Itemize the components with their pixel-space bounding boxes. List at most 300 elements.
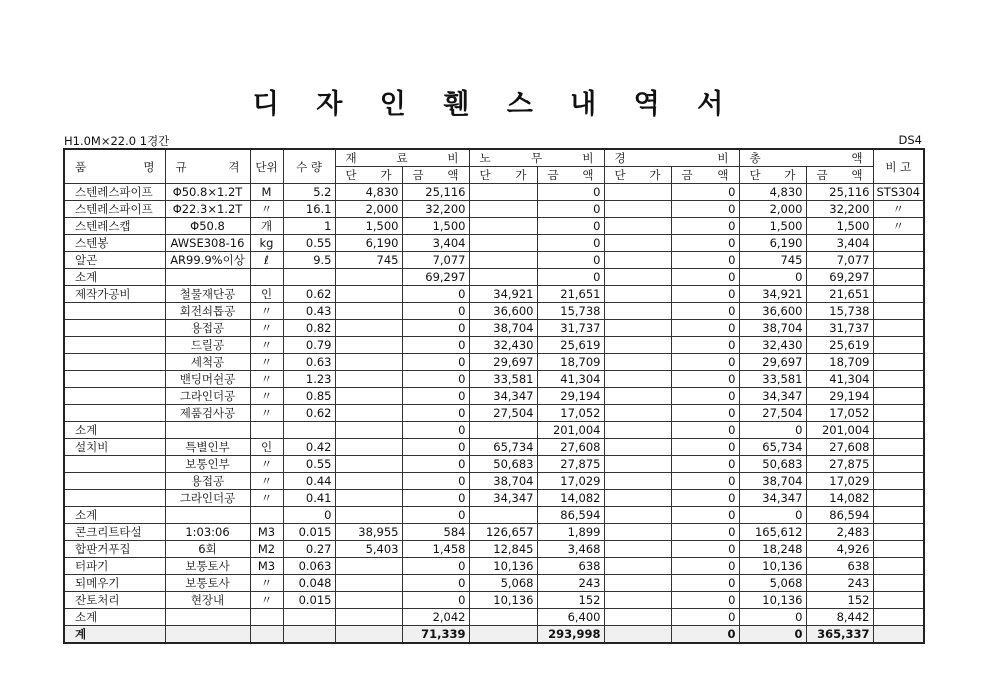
- cell-labor-unit-price: 126,657: [469, 524, 537, 541]
- cell-spec: 그라인더공: [165, 490, 250, 507]
- cell-remark: [873, 626, 924, 644]
- table-row: [64, 235, 924, 252]
- cell-quantity: [283, 626, 335, 644]
- table-row: [64, 592, 924, 609]
- cell-total-unit-price: 4,830: [739, 184, 806, 201]
- cell-expense-amount: 0: [671, 626, 739, 644]
- cell-total-unit-price: 27,504: [739, 405, 806, 422]
- cell-total-amount: 41,304: [806, 371, 873, 388]
- cell-item-name: [64, 405, 165, 422]
- document-title: 디 자 인 휀 스 내 역 서: [252, 89, 738, 120]
- cell-quantity: 0.79: [283, 337, 335, 354]
- cell-total-amount: 4,926: [806, 541, 873, 558]
- cell-total-unit-price: 0: [739, 422, 806, 439]
- cell-total-amount: 32,200: [806, 201, 873, 218]
- cell-item-name: 되메우기: [64, 575, 165, 592]
- cell-labor-unit-price: 34,921: [469, 286, 537, 303]
- cell-remark: [873, 269, 924, 286]
- cell-total-unit-price: 2,000: [739, 201, 806, 218]
- cell-remark: [873, 609, 924, 626]
- table-row: [64, 541, 924, 558]
- cell-expense-amount: 0: [671, 201, 739, 218]
- cell-material-unit-price: 4,830: [335, 184, 402, 201]
- cell-expense-amount: 0: [671, 303, 739, 320]
- cell-material-unit-price: [335, 609, 402, 626]
- cell-remark: [873, 439, 924, 456]
- cell-item-name: [64, 303, 165, 320]
- header-unit-price: 단 가: [604, 167, 671, 184]
- cell-material-unit-price: [335, 388, 402, 405]
- cell-labor-amount: 293,998: [537, 626, 604, 644]
- cell-quantity: 0.063: [283, 558, 335, 575]
- cell-quantity: 9.5: [283, 252, 335, 269]
- cell-expense-amount: 0: [671, 218, 739, 235]
- cell-labor-amount: 15,738: [537, 303, 604, 320]
- cell-item-name: 소계: [64, 507, 165, 524]
- cell-expense-unit-price: [604, 320, 671, 337]
- header-amount: 금 액: [402, 167, 469, 184]
- cell-remark: [873, 371, 924, 388]
- cell-material-amount: 584: [402, 524, 469, 541]
- cell-material-unit-price: [335, 337, 402, 354]
- cell-spec: 보통토사: [165, 558, 250, 575]
- cell-total-unit-price: 38,704: [739, 473, 806, 490]
- cell-expense-amount: 0: [671, 184, 739, 201]
- cell-material-unit-price: [335, 303, 402, 320]
- cell-unit: 개: [250, 218, 283, 235]
- cell-unit: M: [250, 184, 283, 201]
- cell-material-amount: 0: [402, 507, 469, 524]
- cell-item-name: 계: [64, 626, 165, 644]
- cell-material-amount: 0: [402, 592, 469, 609]
- cell-material-amount: 0: [402, 490, 469, 507]
- cell-labor-unit-price: [469, 626, 537, 644]
- cell-labor-amount: 29,194: [537, 388, 604, 405]
- table-row: [64, 320, 924, 337]
- cell-total-unit-price: 0: [739, 507, 806, 524]
- cell-remark: [873, 303, 924, 320]
- cell-labor-unit-price: [469, 609, 537, 626]
- cell-remark: [873, 405, 924, 422]
- cell-labor-unit-price: 34,347: [469, 388, 537, 405]
- cell-remark: [873, 388, 924, 405]
- cell-quantity: 0.44: [283, 473, 335, 490]
- cell-expense-amount: 0: [671, 286, 739, 303]
- cell-unit: M2: [250, 541, 283, 558]
- table-row: [64, 252, 924, 269]
- header-total: 총 액: [739, 149, 873, 167]
- table-row: [64, 507, 924, 524]
- cell-total-amount: 243: [806, 575, 873, 592]
- cell-item-name: 잔토처리: [64, 592, 165, 609]
- cell-quantity: 5.2: [283, 184, 335, 201]
- cell-total-unit-price: 33,581: [739, 371, 806, 388]
- spec-caption: H1.0M×22.0 1경간: [64, 134, 170, 148]
- cell-expense-unit-price: [604, 371, 671, 388]
- cell-remark: [873, 524, 924, 541]
- header-spec: 규 격: [165, 149, 250, 184]
- cell-unit: M3: [250, 558, 283, 575]
- cell-spec: AR99.9%이상: [165, 252, 250, 269]
- cell-expense-amount: 0: [671, 558, 739, 575]
- cell-labor-unit-price: [469, 184, 537, 201]
- cell-labor-unit-price: [469, 507, 537, 524]
- cell-expense-unit-price: [604, 201, 671, 218]
- cell-total-unit-price: 165,612: [739, 524, 806, 541]
- cell-total-unit-price: 745: [739, 252, 806, 269]
- cell-material-amount: 0: [402, 558, 469, 575]
- cell-labor-amount: 25,619: [537, 337, 604, 354]
- cell-item-name: [64, 354, 165, 371]
- cell-expense-amount: 0: [671, 371, 739, 388]
- cell-labor-amount: 21,651: [537, 286, 604, 303]
- cell-material-amount: 71,339: [402, 626, 469, 644]
- cell-labor-unit-price: 32,430: [469, 337, 537, 354]
- cell-expense-amount: 0: [671, 609, 739, 626]
- cell-spec: Φ50.8×1.2T: [165, 184, 250, 201]
- cell-total-unit-price: 1,500: [739, 218, 806, 235]
- cell-spec: 보통인부: [165, 456, 250, 473]
- cell-material-unit-price: [335, 439, 402, 456]
- table-row: [64, 303, 924, 320]
- cell-total-amount: 201,004: [806, 422, 873, 439]
- cell-item-name: [64, 473, 165, 490]
- cell-total-amount: 8,442: [806, 609, 873, 626]
- cell-expense-amount: 0: [671, 524, 739, 541]
- cell-spec: 용접공: [165, 320, 250, 337]
- table-row: [64, 473, 924, 490]
- cell-remark: [873, 286, 924, 303]
- table-row: [64, 184, 924, 201]
- cell-labor-unit-price: [469, 201, 537, 218]
- cell-unit: 〃: [250, 575, 283, 592]
- cell-quantity: 0: [283, 507, 335, 524]
- cell-material-amount: 0: [402, 371, 469, 388]
- cell-expense-amount: 0: [671, 388, 739, 405]
- cell-total-amount: 25,619: [806, 337, 873, 354]
- cell-remark: [873, 337, 924, 354]
- cell-material-amount: 0: [402, 456, 469, 473]
- cell-remark: [873, 575, 924, 592]
- cell-unit: 〃: [250, 201, 283, 218]
- cell-quantity: 0.85: [283, 388, 335, 405]
- cell-quantity: 0.55: [283, 235, 335, 252]
- cell-labor-amount: 6,400: [537, 609, 604, 626]
- cell-quantity: 1: [283, 218, 335, 235]
- cell-remark: [873, 541, 924, 558]
- cell-quantity: 0.41: [283, 490, 335, 507]
- cell-expense-amount: 0: [671, 354, 739, 371]
- cell-labor-amount: 0: [537, 201, 604, 218]
- cell-labor-amount: 14,082: [537, 490, 604, 507]
- cell-labor-unit-price: 38,704: [469, 473, 537, 490]
- cell-labor-amount: 201,004: [537, 422, 604, 439]
- cell-total-amount: 15,738: [806, 303, 873, 320]
- cell-labor-unit-price: [469, 218, 537, 235]
- cell-total-unit-price: 50,683: [739, 456, 806, 473]
- cell-material-amount: 1,500: [402, 218, 469, 235]
- cell-expense-amount: 0: [671, 252, 739, 269]
- cell-material-unit-price: [335, 269, 402, 286]
- cell-spec: AWSE308-16: [165, 235, 250, 252]
- cell-expense-amount: 0: [671, 507, 739, 524]
- table-row: [64, 490, 924, 507]
- cell-total-amount: 25,116: [806, 184, 873, 201]
- cell-total-unit-price: 0: [739, 626, 806, 644]
- cell-spec: 밴딩머쉰공: [165, 371, 250, 388]
- cell-labor-unit-price: 38,704: [469, 320, 537, 337]
- header-qty: 수 량: [283, 149, 335, 184]
- cell-labor-unit-price: 10,136: [469, 592, 537, 609]
- cell-quantity: 0.015: [283, 592, 335, 609]
- cell-expense-unit-price: [604, 439, 671, 456]
- cell-unit: 〃: [250, 320, 283, 337]
- cell-labor-amount: 3,468: [537, 541, 604, 558]
- cell-expense-amount: 0: [671, 235, 739, 252]
- cell-total-amount: 14,082: [806, 490, 873, 507]
- cell-labor-amount: 152: [537, 592, 604, 609]
- cell-labor-unit-price: 29,697: [469, 354, 537, 371]
- cell-unit: kg: [250, 235, 283, 252]
- cell-total-amount: 2,483: [806, 524, 873, 541]
- cell-material-amount: 69,297: [402, 269, 469, 286]
- cell-expense-amount: 0: [671, 541, 739, 558]
- cell-item-name: 설치비: [64, 439, 165, 456]
- cell-expense-unit-price: [604, 405, 671, 422]
- cell-material-unit-price: 745: [335, 252, 402, 269]
- cell-remark: [873, 473, 924, 490]
- cell-unit: 〃: [250, 337, 283, 354]
- cell-labor-unit-price: 50,683: [469, 456, 537, 473]
- cell-unit: 인: [250, 286, 283, 303]
- cell-total-unit-price: 34,921: [739, 286, 806, 303]
- cell-quantity: 0.42: [283, 439, 335, 456]
- cell-unit: 〃: [250, 405, 283, 422]
- cell-material-amount: 0: [402, 286, 469, 303]
- cell-total-amount: 17,052: [806, 405, 873, 422]
- cell-labor-amount: 41,304: [537, 371, 604, 388]
- cell-material-unit-price: [335, 422, 402, 439]
- cell-total-amount: 638: [806, 558, 873, 575]
- cell-labor-amount: 1,899: [537, 524, 604, 541]
- cell-expense-unit-price: [604, 507, 671, 524]
- header-amount: 금 액: [806, 167, 873, 184]
- cell-unit: 〃: [250, 456, 283, 473]
- cell-total-unit-price: 6,190: [739, 235, 806, 252]
- cell-material-unit-price: 38,955: [335, 524, 402, 541]
- cell-labor-unit-price: 10,136: [469, 558, 537, 575]
- cell-material-amount: 0: [402, 575, 469, 592]
- table-row: [64, 405, 924, 422]
- cell-spec: 용접공: [165, 473, 250, 490]
- cell-item-name: [64, 320, 165, 337]
- cell-item-name: 터파기: [64, 558, 165, 575]
- cell-item-name: [64, 337, 165, 354]
- cell-total-unit-price: 29,697: [739, 354, 806, 371]
- header-expense: 경 비: [604, 149, 739, 167]
- cell-item-name: 소계: [64, 269, 165, 286]
- cell-labor-unit-price: [469, 422, 537, 439]
- cell-spec: 현장내: [165, 592, 250, 609]
- cell-unit: [250, 609, 283, 626]
- cell-expense-amount: 0: [671, 269, 739, 286]
- cell-expense-unit-price: [604, 252, 671, 269]
- cell-remark: [873, 354, 924, 371]
- cell-spec: 1:03:06: [165, 524, 250, 541]
- cell-material-unit-price: [335, 320, 402, 337]
- cell-labor-amount: 638: [537, 558, 604, 575]
- cell-total-unit-price: 34,347: [739, 490, 806, 507]
- cell-expense-amount: 0: [671, 490, 739, 507]
- header-unit-price: 단 가: [469, 167, 537, 184]
- cell-remark: [873, 235, 924, 252]
- cell-total-amount: 69,297: [806, 269, 873, 286]
- cell-expense-amount: 0: [671, 456, 739, 473]
- cell-expense-amount: 0: [671, 439, 739, 456]
- cell-labor-amount: 0: [537, 269, 604, 286]
- cell-labor-amount: 86,594: [537, 507, 604, 524]
- cell-expense-unit-price: [604, 388, 671, 405]
- cell-total-unit-price: 0: [739, 269, 806, 286]
- cell-expense-unit-price: [604, 456, 671, 473]
- cell-labor-unit-price: 34,347: [469, 490, 537, 507]
- cell-material-unit-price: 1,500: [335, 218, 402, 235]
- cell-expense-amount: 0: [671, 320, 739, 337]
- cell-total-amount: 365,337: [806, 626, 873, 644]
- header-row-1: [64, 149, 924, 167]
- cell-item-name: [64, 456, 165, 473]
- table-row: [64, 354, 924, 371]
- cell-expense-unit-price: [604, 609, 671, 626]
- cell-labor-amount: 18,709: [537, 354, 604, 371]
- cell-material-amount: 2,042: [402, 609, 469, 626]
- cell-item-name: [64, 388, 165, 405]
- header-labor: 노 무 비: [469, 149, 604, 167]
- cell-quantity: 0.015: [283, 524, 335, 541]
- cell-material-amount: 25,116: [402, 184, 469, 201]
- cell-total-unit-price: 34,347: [739, 388, 806, 405]
- cell-spec: [165, 609, 250, 626]
- cell-expense-unit-price: [604, 541, 671, 558]
- cell-expense-unit-price: [604, 558, 671, 575]
- cell-total-amount: 1,500: [806, 218, 873, 235]
- cell-unit: [250, 626, 283, 644]
- header-unit-price: 단 가: [335, 167, 402, 184]
- cell-labor-amount: 27,875: [537, 456, 604, 473]
- cell-labor-unit-price: 33,581: [469, 371, 537, 388]
- cell-material-amount: 0: [402, 422, 469, 439]
- cell-expense-unit-price: [604, 473, 671, 490]
- cell-spec: Φ22.3×1.2T: [165, 201, 250, 218]
- cell-material-unit-price: [335, 473, 402, 490]
- cell-total-amount: 21,651: [806, 286, 873, 303]
- cell-expense-amount: 0: [671, 592, 739, 609]
- cell-spec: Φ50.8: [165, 218, 250, 235]
- cell-labor-amount: 0: [537, 218, 604, 235]
- table-row: [64, 388, 924, 405]
- table-row: [64, 575, 924, 592]
- cell-material-unit-price: [335, 507, 402, 524]
- cell-expense-unit-price: [604, 303, 671, 320]
- cell-material-unit-price: [335, 354, 402, 371]
- cell-remark: [873, 252, 924, 269]
- cell-spec: [165, 507, 250, 524]
- cell-quantity: 0.43: [283, 303, 335, 320]
- cell-labor-unit-price: 27,504: [469, 405, 537, 422]
- grand-total-row: [64, 626, 924, 644]
- cell-item-name: 스텐레스캡: [64, 218, 165, 235]
- cell-total-amount: 3,404: [806, 235, 873, 252]
- cell-material-unit-price: [335, 371, 402, 388]
- table-row: [64, 201, 924, 218]
- cell-unit: 〃: [250, 473, 283, 490]
- cell-labor-unit-price: 12,845: [469, 541, 537, 558]
- cell-expense-amount: 0: [671, 473, 739, 490]
- cell-total-amount: 152: [806, 592, 873, 609]
- cell-spec: 6회: [165, 541, 250, 558]
- cell-unit: [250, 507, 283, 524]
- header-unit-price: 단 가: [739, 167, 806, 184]
- table-row: [64, 524, 924, 541]
- cell-total-amount: 27,608: [806, 439, 873, 456]
- cell-expense-amount: 0: [671, 422, 739, 439]
- estimate-table: [63, 148, 925, 644]
- cell-item-name: 소계: [64, 422, 165, 439]
- cell-material-unit-price: [335, 592, 402, 609]
- cell-expense-unit-price: [604, 337, 671, 354]
- cell-remark: [873, 558, 924, 575]
- cell-remark: [873, 592, 924, 609]
- cell-total-amount: 31,737: [806, 320, 873, 337]
- cell-spec: [165, 626, 250, 644]
- cell-item-name: 합판거푸집: [64, 541, 165, 558]
- cell-material-amount: 3,404: [402, 235, 469, 252]
- cell-expense-amount: 0: [671, 337, 739, 354]
- table-row: [64, 286, 924, 303]
- header-amount: 금 액: [671, 167, 739, 184]
- cell-expense-unit-price: [604, 592, 671, 609]
- cell-item-name: 제작가공비: [64, 286, 165, 303]
- cell-expense-unit-price: [604, 524, 671, 541]
- cell-spec: [165, 269, 250, 286]
- cell-material-unit-price: 6,190: [335, 235, 402, 252]
- cell-quantity: [283, 609, 335, 626]
- cell-spec: 세척공: [165, 354, 250, 371]
- cell-quantity: 0.048: [283, 575, 335, 592]
- cell-unit: 〃: [250, 388, 283, 405]
- cell-labor-unit-price: 5,068: [469, 575, 537, 592]
- cell-material-amount: 7,077: [402, 252, 469, 269]
- cell-quantity: [283, 269, 335, 286]
- cell-expense-amount: 0: [671, 405, 739, 422]
- cell-quantity: 16.1: [283, 201, 335, 218]
- cell-total-amount: 7,077: [806, 252, 873, 269]
- cell-total-amount: 17,029: [806, 473, 873, 490]
- cell-labor-unit-price: [469, 235, 537, 252]
- cell-material-unit-price: 2,000: [335, 201, 402, 218]
- cell-remark: 〃: [873, 218, 924, 235]
- document-code: DS4: [898, 133, 922, 147]
- cell-remark: [873, 490, 924, 507]
- header-name: 품 명: [64, 149, 165, 184]
- cell-labor-amount: 31,737: [537, 320, 604, 337]
- cell-remark: 〃: [873, 201, 924, 218]
- cell-total-unit-price: 32,430: [739, 337, 806, 354]
- cell-spec: 보통토사: [165, 575, 250, 592]
- cell-spec: 그라인더공: [165, 388, 250, 405]
- table-row: [64, 422, 924, 439]
- cell-item-name: 소계: [64, 609, 165, 626]
